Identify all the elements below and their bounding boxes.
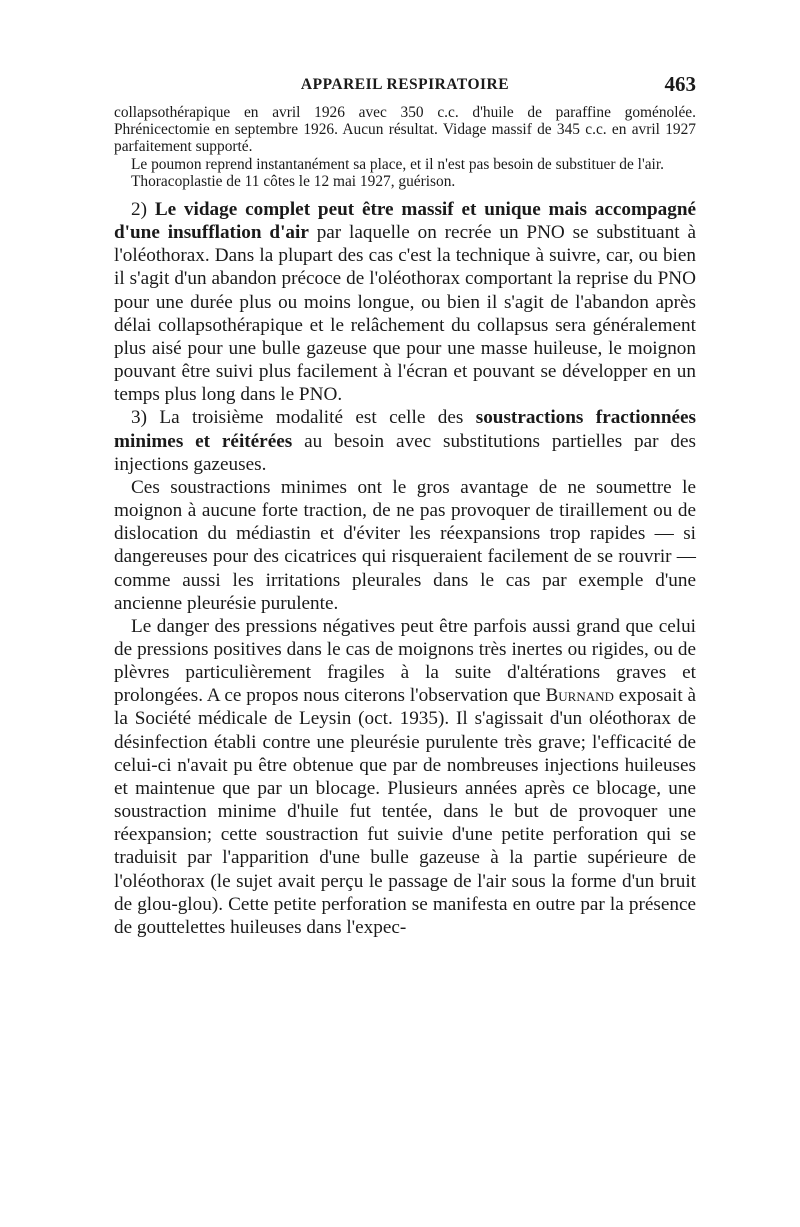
paragraph-text: au besoin avec substitutions partielles par des injections gazeuses. [114, 430, 696, 475]
running-title: APPAREIL RESPIRATOIRE [300, 76, 510, 93]
case-report-paragraph: collapsothérapique en avril 1926 avec 350 c.c. d'huile de paraffine goménolée. Phrénicectomie en septembre 1926. Aucun résultat. Vidage massif de 345 c.c. en avril 1927 parfaitement supporté. [114, 104, 696, 156]
book-page [114, 72, 697, 939]
bold-phrase: soustractions fractionnées minimes et réitérées [114, 407, 696, 452]
paragraph-text: par laquelle on recrée un PNO se substituant à l'oléothorax. Dans la plupart des cas c'est la technique à suivre, car, ou bien il s'agit d'un abandon précoce de l'oléothorax comportant la reprise du PNO pour une durée plus ou moins longue, ou bien il s'agit de l'abandon après délai collapsothérapique et le relâchement du collapsus sera généralement plus aisé pour une bulle gazeuse que pour une masse huileuse, le moignon pouvant être suivi plus facilement à l'écran et pouvant se développer en un temps plus long dans le PNO. [114, 222, 696, 406]
page-number: 463 [664, 72, 696, 96]
paragraph-negative-pressure [114, 615, 696, 939]
paragraph-third-modality [114, 406, 696, 475]
paragraph-complete-emptying [114, 198, 696, 406]
paragraph-minimal-subtractions: Ces soustractions minimes ont le gros avantage de ne soumettre le moignon à aucune forte traction, de ne pas provoquer de tiraillement ou de dislocation du médiastin et d'éviter les réexpansions trop rapides — si dangereuses pour des cicatrices qui risqueraient facilement de se rouvrir — comme aussi les irritations pleurales dans le cas par exemple d'une ancienne pleurésie purulente. [114, 476, 696, 614]
paragraph-text: Le danger des pressions négatives peut être parfois aussi grand que celui de pressions positives dans le cas de moignons très inertes ou rigides, ou de plèvres particulièrement fragiles à la suite d'altérations graves et prolongées. A ce propos nous citerons l'observation que [114, 615, 696, 707]
case-report-paragraph: Le poumon reprend instantanément sa place, et il n'est pas besoin de substituer de l'air. [131, 155, 664, 173]
paragraph-lead: 3) La troisième modalité est celle des [131, 407, 476, 429]
main-text [114, 198, 696, 939]
case-report [114, 104, 696, 190]
page-header [114, 72, 696, 102]
paragraph-lead: 2) [131, 199, 155, 221]
author-name: Burnand [545, 685, 614, 707]
bold-phrase: Le vidage complet peut être massif et unique mais accompagné d'une insufflation d'air [114, 199, 697, 244]
case-report-paragraph: Thoracoplastie de 11 côtes le 12 mai 1927, guérison. [131, 172, 456, 190]
paragraph-text: exposait à la Société médicale de Leysin (oct. 1935). Il s'agissait d'un oléothorax de désinfection établi contre une pleurésie purulente très grave; l'efficacité de celui-ci n'avait pu être obtenue que par de nombreuses injections huileuses et maintenue que par un blocage. Plusieurs années après ce blocage, une soustraction minime d'huile fut tentée, dans le but de provoquer une réexpansion; cette soustraction fut suivie d'une petite perforation qui se traduisit par l'apparition d'une bulle gazeuse à la partie supérieure de l'oléothorax (le sujet avait perçu le passage de l'air sous la forme d'un bruit de glou-glou). Cette petite perforation se manifesta en outre par la présence de gouttelettes huileuses dans l'expec- [114, 685, 696, 938]
